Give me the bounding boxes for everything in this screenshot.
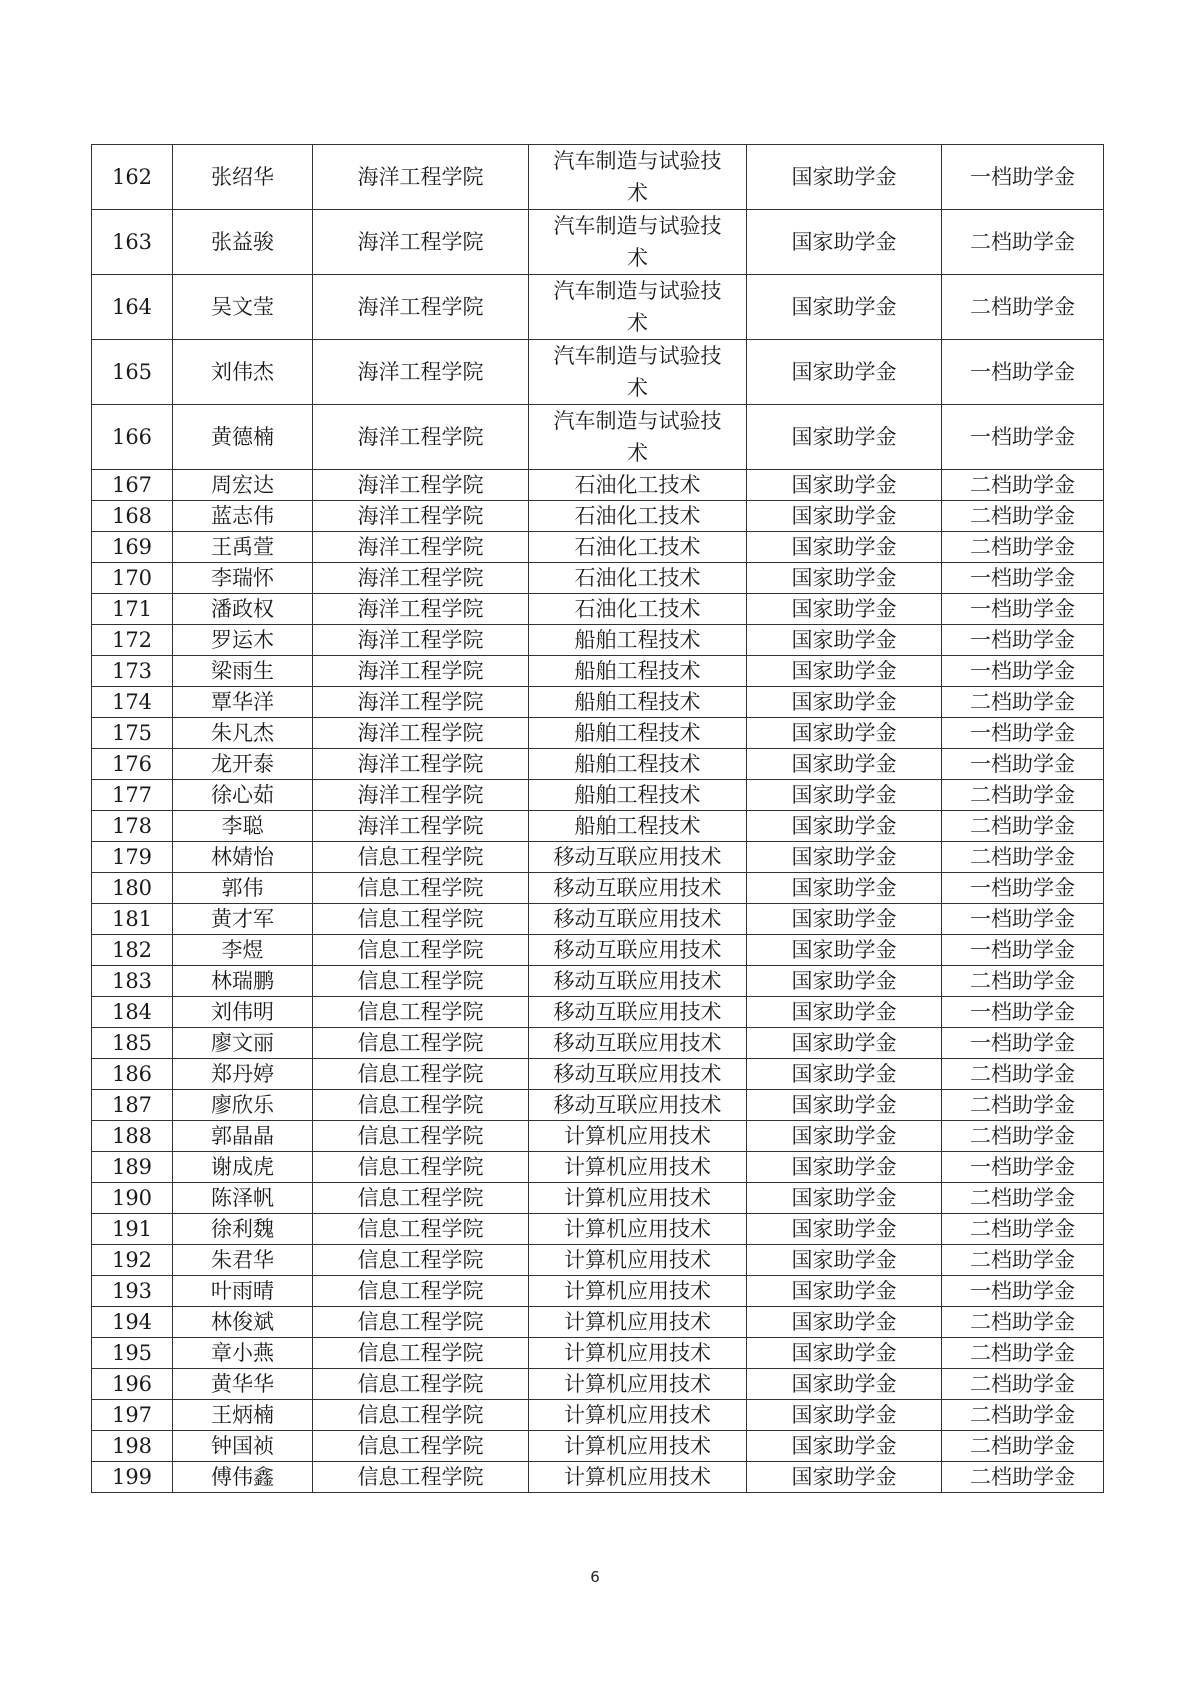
college-cell: 海洋工程学院 [313,501,529,532]
major-cell: 石油化工技术 [529,470,747,501]
major-cell: 计算机应用技术 [529,1400,747,1431]
major-cell: 船舶工程技术 [529,811,747,842]
major-cell: 船舶工程技术 [529,687,747,718]
grant-level-cell: 二档助学金 [942,1245,1104,1276]
grant-type-cell: 国家助学金 [747,501,942,532]
table-row [92,1028,1104,1059]
college-cell: 海洋工程学院 [313,594,529,625]
grant-type-cell: 国家助学金 [747,145,942,210]
row-number-cell: 185 [92,1028,173,1059]
grant-type-cell: 国家助学金 [747,563,942,594]
college-cell: 海洋工程学院 [313,656,529,687]
grant-level-cell: 二档助学金 [942,1431,1104,1462]
grant-type-cell: 国家助学金 [747,405,942,470]
student-name-cell: 潘政权 [173,594,313,625]
grant-level-cell: 二档助学金 [942,210,1104,275]
grant-level-cell: 一档助学金 [942,997,1104,1028]
grant-level-cell: 一档助学金 [942,656,1104,687]
major-cell: 船舶工程技术 [529,625,747,656]
table-row [92,811,1104,842]
table-row [92,1400,1104,1431]
grant-type-cell: 国家助学金 [747,1121,942,1152]
student-name-cell: 谢成虎 [173,1152,313,1183]
row-number-cell: 177 [92,780,173,811]
major-cell: 移动互联应用技术 [529,935,747,966]
major-cell: 计算机应用技术 [529,1462,747,1493]
college-cell: 信息工程学院 [313,966,529,997]
major-cell: 船舶工程技术 [529,656,747,687]
grant-level-cell: 一档助学金 [942,904,1104,935]
grant-level-cell: 二档助学金 [942,780,1104,811]
table-row [92,935,1104,966]
table-row [92,405,1104,470]
table-row [92,780,1104,811]
grant-level-cell: 二档助学金 [942,811,1104,842]
table-row [92,687,1104,718]
row-number-cell: 186 [92,1059,173,1090]
college-cell: 信息工程学院 [313,1307,529,1338]
major-cell: 汽车制造与试验技术 [529,145,747,210]
college-cell: 信息工程学院 [313,1400,529,1431]
major-cell: 石油化工技术 [529,563,747,594]
college-cell: 海洋工程学院 [313,470,529,501]
grant-level-cell: 一档助学金 [942,1152,1104,1183]
college-cell: 信息工程学院 [313,1462,529,1493]
student-name-cell: 龙开泰 [173,749,313,780]
college-cell: 海洋工程学院 [313,563,529,594]
table-row [92,1059,1104,1090]
grant-level-cell: 二档助学金 [942,1400,1104,1431]
college-cell: 信息工程学院 [313,1214,529,1245]
row-number-cell: 163 [92,210,173,275]
college-cell: 信息工程学院 [313,1121,529,1152]
grant-level-cell: 一档助学金 [942,873,1104,904]
row-number-cell: 172 [92,625,173,656]
major-cell: 计算机应用技术 [529,1152,747,1183]
table-row [92,1152,1104,1183]
row-number-cell: 179 [92,842,173,873]
college-cell: 海洋工程学院 [313,718,529,749]
grant-level-cell: 二档助学金 [942,532,1104,563]
student-name-cell: 郭晶晶 [173,1121,313,1152]
table-row [92,145,1104,210]
grant-type-cell: 国家助学金 [747,904,942,935]
student-name-cell: 刘伟明 [173,997,313,1028]
grant-type-cell: 国家助学金 [747,935,942,966]
grant-type-cell: 国家助学金 [747,811,942,842]
grant-level-cell: 二档助学金 [942,966,1104,997]
row-number-cell: 181 [92,904,173,935]
table-row [92,1307,1104,1338]
student-name-cell: 李瑞怀 [173,563,313,594]
table-row [92,275,1104,340]
grant-type-cell: 国家助学金 [747,1152,942,1183]
major-cell: 计算机应用技术 [529,1245,747,1276]
grant-type-cell: 国家助学金 [747,687,942,718]
major-cell: 石油化工技术 [529,501,747,532]
major-cell: 计算机应用技术 [529,1183,747,1214]
college-cell: 信息工程学院 [313,1152,529,1183]
grant-type-cell: 国家助学金 [747,1400,942,1431]
row-number-cell: 169 [92,532,173,563]
major-cell: 移动互联应用技术 [529,1059,747,1090]
student-name-cell: 李聪 [173,811,313,842]
row-number-cell: 176 [92,749,173,780]
grant-type-cell: 国家助学金 [747,656,942,687]
row-number-cell: 196 [92,1369,173,1400]
major-cell: 移动互联应用技术 [529,1028,747,1059]
college-cell: 信息工程学院 [313,873,529,904]
table-row [92,1431,1104,1462]
major-cell: 石油化工技术 [529,594,747,625]
college-cell: 信息工程学院 [313,1245,529,1276]
grant-level-cell: 二档助学金 [942,1121,1104,1152]
student-name-cell: 黄才军 [173,904,313,935]
table-row [92,501,1104,532]
student-name-cell: 钟国祯 [173,1431,313,1462]
row-number-cell: 171 [92,594,173,625]
grant-level-cell: 二档助学金 [942,1462,1104,1493]
student-name-cell: 郭伟 [173,873,313,904]
student-name-cell: 朱君华 [173,1245,313,1276]
student-name-cell: 林俊斌 [173,1307,313,1338]
grant-type-cell: 国家助学金 [747,1276,942,1307]
row-number-cell: 188 [92,1121,173,1152]
college-cell: 信息工程学院 [313,935,529,966]
student-name-cell: 蓝志伟 [173,501,313,532]
student-name-cell: 王禹萱 [173,532,313,563]
table-row [92,656,1104,687]
student-name-cell: 刘伟杰 [173,340,313,405]
grant-level-cell: 一档助学金 [942,749,1104,780]
grant-type-cell: 国家助学金 [747,1059,942,1090]
major-cell: 计算机应用技术 [529,1121,747,1152]
major-cell: 计算机应用技术 [529,1276,747,1307]
grant-level-cell: 一档助学金 [942,625,1104,656]
grant-type-cell: 国家助学金 [747,997,942,1028]
college-cell: 信息工程学院 [313,1028,529,1059]
grant-type-cell: 国家助学金 [747,1338,942,1369]
major-cell: 计算机应用技术 [529,1369,747,1400]
row-number-cell: 189 [92,1152,173,1183]
table-row [92,1183,1104,1214]
table-row [92,749,1104,780]
table-row [92,718,1104,749]
table-row [92,1276,1104,1307]
major-cell: 汽车制造与试验技术 [529,210,747,275]
row-number-cell: 191 [92,1214,173,1245]
student-name-cell: 廖欣乐 [173,1090,313,1121]
major-cell: 石油化工技术 [529,532,747,563]
student-name-cell: 陈泽帆 [173,1183,313,1214]
grant-level-cell: 二档助学金 [942,687,1104,718]
grant-level-cell: 二档助学金 [942,275,1104,340]
table-row [92,1090,1104,1121]
college-cell: 信息工程学院 [313,1276,529,1307]
major-cell: 汽车制造与试验技术 [529,405,747,470]
grant-type-cell: 国家助学金 [747,873,942,904]
table-row [92,873,1104,904]
grant-level-cell: 一档助学金 [942,405,1104,470]
college-cell: 信息工程学院 [313,1369,529,1400]
table-row [92,1462,1104,1493]
row-number-cell: 193 [92,1276,173,1307]
row-number-cell: 178 [92,811,173,842]
row-number-cell: 165 [92,340,173,405]
college-cell: 信息工程学院 [313,904,529,935]
college-cell: 信息工程学院 [313,1090,529,1121]
major-cell: 船舶工程技术 [529,718,747,749]
student-name-cell: 王炳楠 [173,1400,313,1431]
student-name-cell: 徐利魏 [173,1214,313,1245]
student-name-cell: 周宏达 [173,470,313,501]
row-number-cell: 190 [92,1183,173,1214]
table-body [92,145,1104,1493]
row-number-cell: 170 [92,563,173,594]
student-name-cell: 朱凡杰 [173,718,313,749]
student-name-cell: 郑丹婷 [173,1059,313,1090]
grant-type-cell: 国家助学金 [747,594,942,625]
major-cell: 移动互联应用技术 [529,966,747,997]
college-cell: 海洋工程学院 [313,625,529,656]
student-name-cell: 黄德楠 [173,405,313,470]
grant-type-cell: 国家助学金 [747,210,942,275]
grant-type-cell: 国家助学金 [747,1028,942,1059]
row-number-cell: 180 [92,873,173,904]
row-number-cell: 164 [92,275,173,340]
row-number-cell: 192 [92,1245,173,1276]
grant-level-cell: 二档助学金 [942,1090,1104,1121]
student-name-cell: 章小燕 [173,1338,313,1369]
college-cell: 信息工程学院 [313,842,529,873]
student-name-cell: 傅伟鑫 [173,1462,313,1493]
grant-type-cell: 国家助学金 [747,1431,942,1462]
grant-type-cell: 国家助学金 [747,275,942,340]
major-cell: 船舶工程技术 [529,749,747,780]
major-cell: 计算机应用技术 [529,1307,747,1338]
row-number-cell: 166 [92,405,173,470]
table-row [92,966,1104,997]
table-row [92,1214,1104,1245]
grant-level-cell: 二档助学金 [942,1369,1104,1400]
table-row [92,997,1104,1028]
row-number-cell: 182 [92,935,173,966]
row-number-cell: 187 [92,1090,173,1121]
table-row [92,210,1104,275]
major-cell: 移动互联应用技术 [529,1090,747,1121]
major-cell: 移动互联应用技术 [529,997,747,1028]
student-name-cell: 廖文丽 [173,1028,313,1059]
major-cell: 计算机应用技术 [529,1431,747,1462]
table-row [92,470,1104,501]
college-cell: 海洋工程学院 [313,780,529,811]
college-cell: 海洋工程学院 [313,275,529,340]
table-row [92,594,1104,625]
student-name-cell: 吴文莹 [173,275,313,340]
grant-type-cell: 国家助学金 [747,1090,942,1121]
row-number-cell: 168 [92,501,173,532]
student-name-cell: 林瑞鹏 [173,966,313,997]
college-cell: 海洋工程学院 [313,145,529,210]
grant-level-cell: 二档助学金 [942,1214,1104,1245]
grant-level-cell: 一档助学金 [942,145,1104,210]
row-number-cell: 162 [92,145,173,210]
college-cell: 海洋工程学院 [313,532,529,563]
grant-level-cell: 一档助学金 [942,563,1104,594]
row-number-cell: 175 [92,718,173,749]
student-name-cell: 覃华洋 [173,687,313,718]
grant-level-cell: 二档助学金 [942,1307,1104,1338]
table-row [92,1369,1104,1400]
grant-type-cell: 国家助学金 [747,966,942,997]
grant-level-cell: 一档助学金 [942,594,1104,625]
row-number-cell: 174 [92,687,173,718]
major-cell: 移动互联应用技术 [529,904,747,935]
row-number-cell: 197 [92,1400,173,1431]
college-cell: 信息工程学院 [313,1338,529,1369]
row-number-cell: 198 [92,1431,173,1462]
grant-type-cell: 国家助学金 [747,1369,942,1400]
college-cell: 海洋工程学院 [313,687,529,718]
major-cell: 移动互联应用技术 [529,842,747,873]
student-name-cell: 黄华华 [173,1369,313,1400]
row-number-cell: 173 [92,656,173,687]
student-name-cell: 徐心茹 [173,780,313,811]
student-name-cell: 李煜 [173,935,313,966]
grant-level-cell: 二档助学金 [942,1059,1104,1090]
table-row [92,842,1104,873]
major-cell: 移动互联应用技术 [529,873,747,904]
major-cell: 计算机应用技术 [529,1338,747,1369]
table-row [92,1245,1104,1276]
student-name-cell: 罗运木 [173,625,313,656]
grant-type-cell: 国家助学金 [747,340,942,405]
grant-type-cell: 国家助学金 [747,625,942,656]
grant-level-cell: 二档助学金 [942,501,1104,532]
grant-type-cell: 国家助学金 [747,842,942,873]
grant-recipients-table [91,144,1104,1493]
college-cell: 信息工程学院 [313,1183,529,1214]
row-number-cell: 183 [92,966,173,997]
grant-type-cell: 国家助学金 [747,718,942,749]
college-cell: 海洋工程学院 [313,811,529,842]
student-name-cell: 梁雨生 [173,656,313,687]
grant-type-cell: 国家助学金 [747,780,942,811]
row-number-cell: 199 [92,1462,173,1493]
college-cell: 海洋工程学院 [313,210,529,275]
row-number-cell: 167 [92,470,173,501]
college-cell: 信息工程学院 [313,997,529,1028]
grant-type-cell: 国家助学金 [747,470,942,501]
college-cell: 信息工程学院 [313,1431,529,1462]
row-number-cell: 184 [92,997,173,1028]
grant-level-cell: 二档助学金 [942,842,1104,873]
college-cell: 海洋工程学院 [313,340,529,405]
student-name-cell: 张益骏 [173,210,313,275]
grant-type-cell: 国家助学金 [747,1245,942,1276]
college-cell: 海洋工程学院 [313,749,529,780]
grant-type-cell: 国家助学金 [747,1214,942,1245]
grant-level-cell: 二档助学金 [942,1183,1104,1214]
major-cell: 计算机应用技术 [529,1214,747,1245]
student-name-cell: 叶雨晴 [173,1276,313,1307]
grant-type-cell: 国家助学金 [747,749,942,780]
page-number: 6 [590,1568,600,1586]
major-cell: 船舶工程技术 [529,780,747,811]
student-name-cell: 张绍华 [173,145,313,210]
college-cell: 信息工程学院 [313,1059,529,1090]
grant-level-cell: 一档助学金 [942,340,1104,405]
grant-type-cell: 国家助学金 [747,1462,942,1493]
table-row [92,904,1104,935]
grant-type-cell: 国家助学金 [747,1307,942,1338]
grant-level-cell: 二档助学金 [942,470,1104,501]
major-cell: 汽车制造与试验技术 [529,340,747,405]
grant-level-cell: 二档助学金 [942,1338,1104,1369]
table-row [92,625,1104,656]
table-row [92,340,1104,405]
major-cell: 汽车制造与试验技术 [529,275,747,340]
row-number-cell: 195 [92,1338,173,1369]
row-number-cell: 194 [92,1307,173,1338]
grant-level-cell: 一档助学金 [942,935,1104,966]
grant-type-cell: 国家助学金 [747,1183,942,1214]
grant-level-cell: 一档助学金 [942,718,1104,749]
grant-level-cell: 一档助学金 [942,1028,1104,1059]
table-row [92,1338,1104,1369]
student-name-cell: 林婧怡 [173,842,313,873]
table-row [92,563,1104,594]
grant-level-cell: 一档助学金 [942,1276,1104,1307]
table-row [92,532,1104,563]
college-cell: 海洋工程学院 [313,405,529,470]
table-row [92,1121,1104,1152]
grant-type-cell: 国家助学金 [747,532,942,563]
